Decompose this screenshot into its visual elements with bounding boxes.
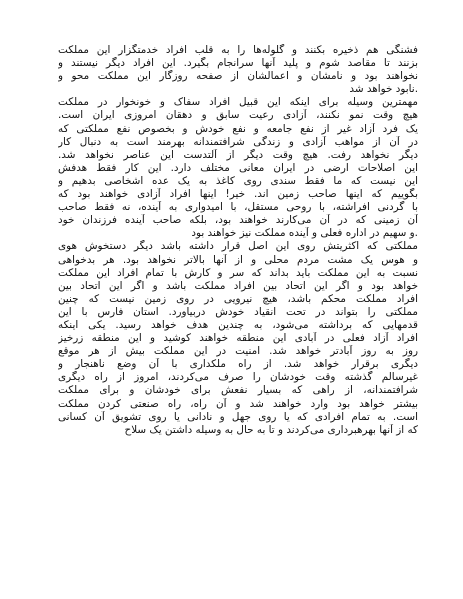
text-line: است. به تمام افرادی که یا روی جهل و نادانی یا روی تشویق آن کسانی xyxy=(58,410,418,423)
text-line: بگوییم که اینها صاحب زمین اند. خیر! اینها افراد آزادی خواهند بود که xyxy=(58,188,418,201)
text-line: دیگر نخواهد رفت. هیچ وقت دیگر از آلتدست این عناصر نخواهد شد. xyxy=(58,148,418,161)
text-line: که از آنها بهرهبرداری می‌کردند و تا به حال به وسیله داشتن یک سلاح xyxy=(124,423,418,436)
text-line: نخواهند بود و نامشان و اعمالشان از صفحه روزگار این مملکت محو و xyxy=(58,70,418,83)
text-line: غیرسالم گذشته وقت خودشان را صرف می‌کردند، امروز از راه دیگری xyxy=(58,371,418,384)
paragraph xyxy=(58,44,418,96)
text-line: این نیست که ما فقط سندی روی کاغذ به یک عده اشخاصی بدهیم و xyxy=(58,174,418,187)
text-line: دیگری برقرار خواهد شد. از راه ملکداری با آن وضع ناهنجار و xyxy=(58,358,418,371)
body-text xyxy=(58,44,418,437)
text-line: با گردنی افراشته، با روحی مستقل، با امیدواری به آینده، نه فقط صاحب xyxy=(58,201,418,214)
text-line: و هوس یک مشت مردم محلی و از آنها بالاتر نخواهد بود. هر بدخواهی xyxy=(58,253,418,266)
text-line: روز به روز آبادتر خواهد شد. امنیت در این مملکت بیش از هر موقع xyxy=(58,345,418,358)
text-line: مهمترین وسیله برای اینکه این قبیل افراد سفاک و خونخوار در مملکت xyxy=(58,96,418,109)
text-line: مملکتی را بتواند در تحت انقیاد خودش دربیاورد. استان فارس با این xyxy=(58,305,418,318)
text-line: افراد مملکت محکم باشد، هیچ نیرویی در روی زمین نیست که چنین xyxy=(58,292,418,305)
text-line: بیشتر خواهد بود وارد خواهند شد و آن راه، راه صنعتی کردن مملکت xyxy=(58,397,418,410)
text-line: شرافتمندانه، از راهی که بسیار نفعش برای خودشان و برای مملکت xyxy=(58,384,418,397)
text-line: قدمهایی که برداشته می‌شود، به چندین هدف خواهد رسید. یکی اینکه xyxy=(58,318,418,331)
text-line: مملکتی که اکثریتش روی این اصل قرار داشته باشد دیگر دستخوش هوی xyxy=(58,240,418,253)
text-line: هیچ وقت نمو نکنند، آزادی رعیت سابق و دهقان امروزی ایران است. xyxy=(58,109,418,122)
text-line: افراد آزاد فعلی در آبادی این منطقه خواهند کوشید و این منطقه زرخیز xyxy=(58,332,418,345)
text-line: آن زمینی که در آن می‌کارند خواهند بود، بلکه صاحب آینده فرزندان خود xyxy=(58,214,418,227)
text-line: فشنگی هم ذخیره بکنند و گلوله‌ها را به قلب افراد خدمتگزار این مملکت xyxy=(58,44,418,56)
text-line: یک فرد آزاد غیر از نفع جامعه و نفع خودش و بخصوص نفع مملکتی که xyxy=(58,122,418,135)
text-line: خواهد بود و اگر این اتحاد بین افراد مملکت باشد و اگر این اتحاد بین xyxy=(58,279,418,292)
text-line: نسبت به این مملکت باید بداند که سر و کارش با تمام افراد این مملکت xyxy=(58,266,418,279)
text-line: .و سهیم در اداره فعلی و آینده مملکت نیز خواهند بود xyxy=(191,227,418,240)
text-line: در آن از مواهب آزادی و زندگی شرافتمندانه بهرمند است به دنبال کار xyxy=(58,135,418,148)
paragraph xyxy=(58,240,418,436)
text-line: این اصلاحات ارضی در ایران معانی مختلف دارد. این کار فقط هدفش xyxy=(58,161,418,174)
text-line: .نابود خواهد شد xyxy=(349,83,418,96)
paragraph xyxy=(58,96,418,240)
text-line: بزنند تا مقاصد شوم و پلید آنها سرانجام بگیرد. این افراد دیگر نیستند و xyxy=(58,57,418,70)
